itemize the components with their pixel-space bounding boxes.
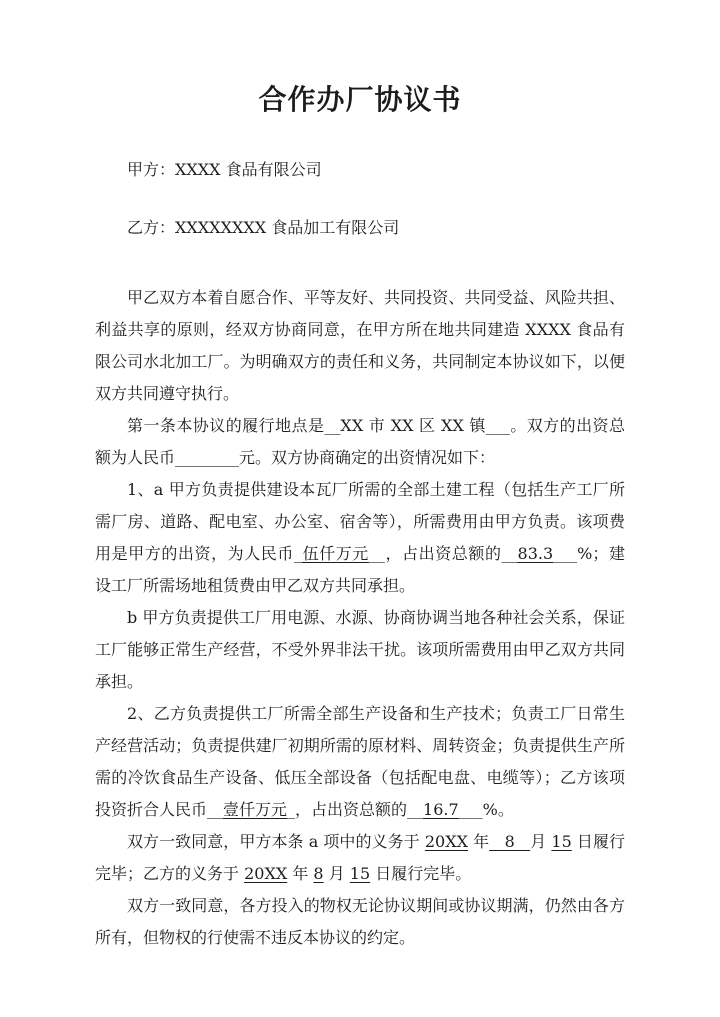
paragraph-text: 2、乙方负责提供工厂所需全部生产设备和生产技术；负责工厂日常生产经营活动；负责提供建厂初期所需的原材料、周转资金；负责提供生产所需的冷饮食品生产设备、低压全部设备（包括配电盘、电缆等）；乙方该项投资折合人民币__ — [95, 704, 625, 819]
blank-day-party-b: 15 — [349, 864, 371, 883]
paragraph-text: _，占出资总额的__ — [287, 800, 424, 819]
paragraph-party-b-contribution — [95, 698, 625, 826]
blank-year-party-a: 20XX — [424, 832, 468, 851]
paragraph-text: __，占出资总额的__ — [368, 544, 518, 563]
paragraph-text: 日履行完毕。 — [370, 864, 472, 883]
paragraph-text: 月 — [323, 864, 350, 883]
paragraph-article1-location: 第一条本协议的履行地点是__XX 市 XX 区 XX 镇___。双方的出资总额为人民币________元。双方协商确定的出资情况如下： — [95, 416, 625, 467]
paragraph-text: 1、a 甲方负责提供建设本瓦厂所需的全部土建工程（包括生产工厂所需厂房、道路、配电室、办公室、宿舍等），所需费用由甲方负责。该项费用是甲方的出资，为人民币_ — [95, 480, 625, 563]
paragraph-text: 日履行完毕；乙方的义务于 — [95, 832, 626, 883]
blank-month-party-a: 8 — [489, 832, 531, 851]
document-title: 合作办厂协议书 — [258, 83, 462, 116]
paragraph-text: 年 — [287, 864, 314, 883]
blank-percent-party-a: 83.3 — [517, 544, 554, 563]
party-b-line: 乙方：XXXXXXXX 食品加工有限公司 — [127, 218, 400, 237]
paragraph-text: 年 — [467, 832, 490, 851]
paragraph-deadlines — [95, 826, 625, 890]
paragraph-text: 双方一致同意，甲方本条 a 项中的义务于 — [127, 832, 425, 851]
blank-amount-party-b: 壹仟万元 — [223, 800, 288, 819]
blank-month-party-b: 8 — [313, 864, 324, 883]
paragraph-party-a-utilities: b 甲方负责提供工厂用电源、水源、协商协调当地各种社会关系，保证工厂能够正常生产经营，不受外界非法干扰。该项所需费用由甲乙双方共同承担。 — [95, 608, 625, 691]
blank-year-party-b: 20XX — [244, 864, 288, 883]
paragraph-party-a-contribution — [95, 474, 625, 602]
blank-day-party-a: 15 — [551, 832, 572, 851]
paragraph-text: ___%。 — [458, 800, 514, 819]
paragraph-property-rights: 双方一致同意，各方投入的物权无论协议期间或协议期满，仍然由各方所有，但物权的行使需不违反本协议的约定。 — [95, 896, 625, 947]
blank-percent-party-b: 16.7 — [423, 800, 459, 819]
paragraph-text: ___%；建设工厂所需场地租赁费由甲乙双方共同承担。 — [95, 544, 625, 595]
paragraph-preamble: 甲乙双方本着自愿合作、平等友好、共同投资、共同受益、风险共担、利益共享的原则，经双方协商同意，在甲方所在地共同建造 XXXX 食品有限公司水北加工厂。为明确双方的责任和义务，共同制定本协议如下，以便双方共同遵守执行。 — [95, 288, 625, 403]
blank-amount-party-a: 伍仟万元 — [301, 544, 369, 563]
paragraph-text: 月 — [530, 832, 552, 851]
party-a-line: 甲方：XXXX 食品有限公司 — [127, 160, 322, 179]
